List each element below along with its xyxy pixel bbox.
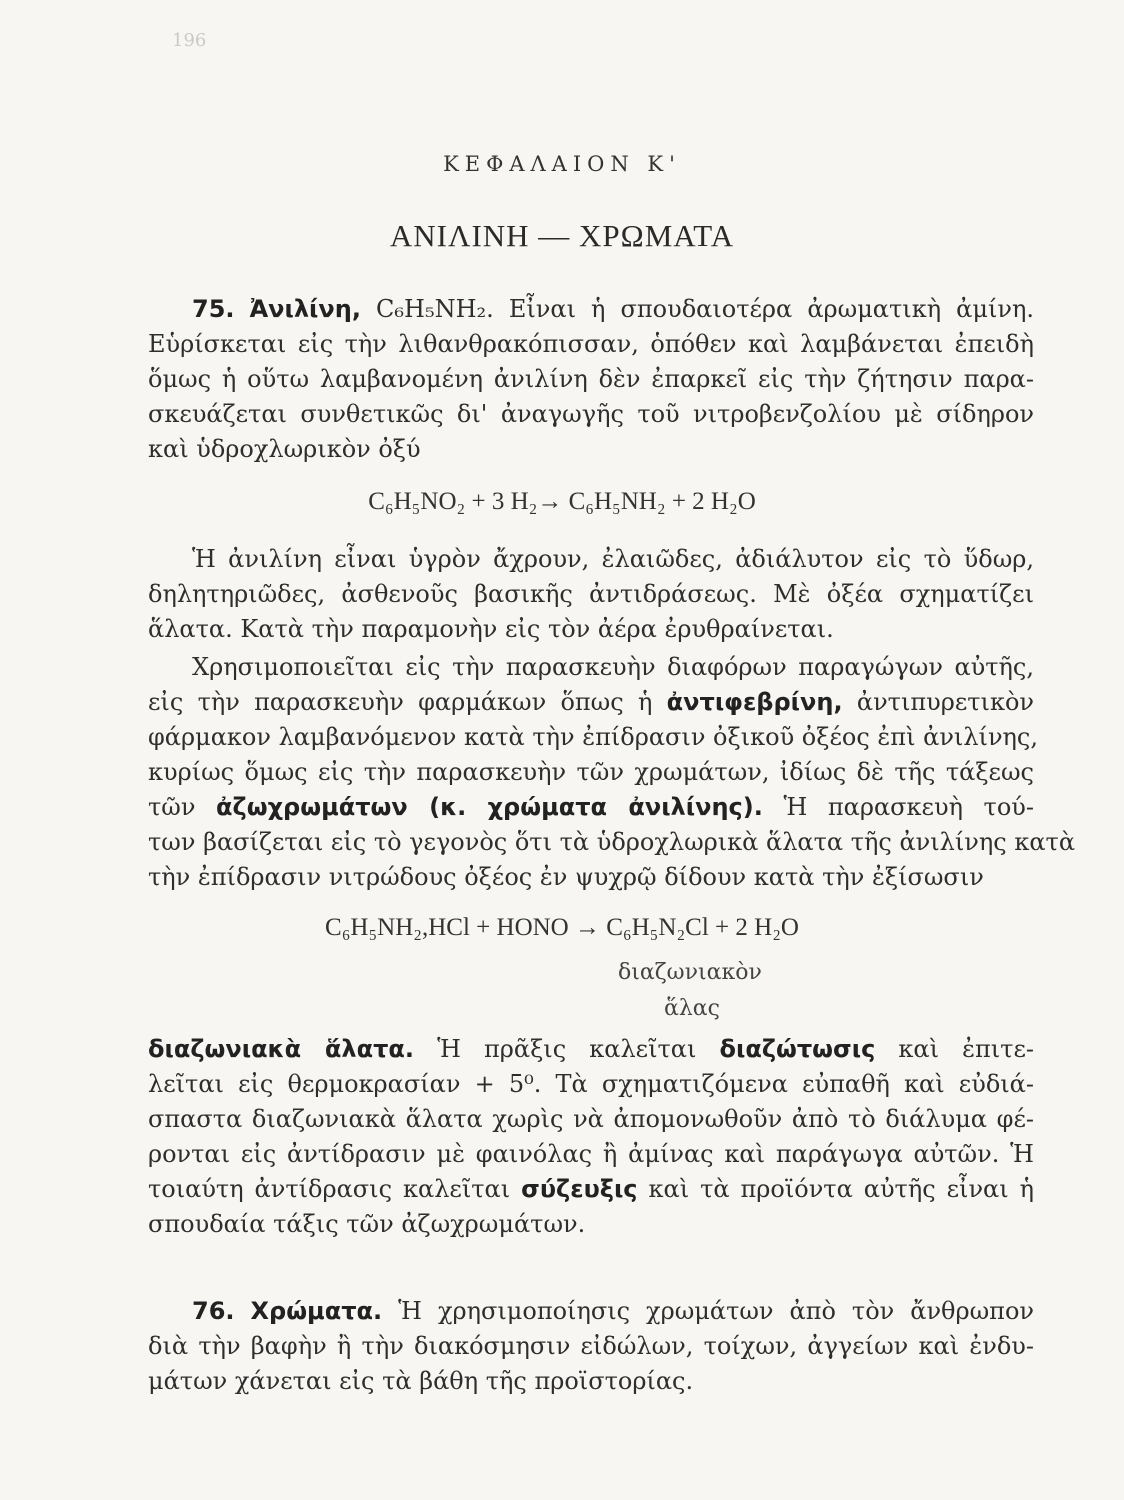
text-line: καὶ ὑδροχλωρικὸν ὀξύ bbox=[148, 435, 421, 463]
text-line bbox=[148, 1172, 1034, 1207]
equation-2-label-salt: ἅλας bbox=[664, 996, 720, 1021]
term-coupling: σύζευξις bbox=[521, 1175, 638, 1203]
text-line: σκευάζεται συνθετικῶς δι' ἀναγωγῆς τοῦ νιτροβενζολίου μὲ σίδηρον bbox=[148, 400, 1034, 428]
text-span: καὶ τὰ προϊόντα αὐτῆς εἶναι ἡ bbox=[648, 1175, 1034, 1203]
section-75-line-1 bbox=[148, 292, 1034, 327]
text-span: Ἡ χρησιμοποίησις χρωμάτων ἀπὸ τὸν ἄνθρωπον bbox=[398, 1297, 1034, 1325]
text-line: Εἶναι ἡ σπουδαιοτέρα ἀρωματικὴ ἀμίνη. bbox=[508, 295, 1034, 323]
text-line: διὰ τὴν βαφὴν ἢ τὴν διακόσμησιν εἰδώλων, τοίχων, ἀγγείων καὶ ἐνδυ- bbox=[148, 1332, 1034, 1360]
text-span: Ἡ παρασκευὴ τού- bbox=[783, 793, 1034, 821]
section-number: 76. bbox=[192, 1297, 235, 1325]
text-span: καὶ ἐπιτε- bbox=[898, 1035, 1034, 1063]
text-line: λεῖται εἰς θερμοκρασίαν + 5⁰. Τὰ σχηματιζόμενα εὐπαθῆ καὶ εὐδιά- bbox=[148, 1070, 1034, 1098]
text-span: Ἡ πρᾶξις καλεῖται bbox=[437, 1035, 697, 1063]
equation-1: C₆H₅NO₂ + 3 H₂→ C₆H₅NH₂ + 2 H₂O bbox=[368, 488, 756, 515]
text-line: φάρμακον λαμβανόμενον κατὰ τὴν ἐπίδρασιν ὀξικοῦ ὀξέος ἐπὶ ἀνιλίνης, bbox=[148, 723, 1038, 751]
text-line bbox=[148, 685, 1034, 720]
chapter-heading: ΚΕΦΑΛΑΙΟΝ Κ' bbox=[443, 152, 681, 176]
section-heading: Χρώματα. bbox=[250, 1297, 383, 1325]
paragraph-4 bbox=[148, 1032, 1034, 1242]
text-line bbox=[148, 1032, 1034, 1067]
section-75 bbox=[148, 292, 1034, 467]
chapter-title: ΑΝΙΛΙΝΗ — ΧΡΩΜΑΤΑ bbox=[389, 218, 735, 253]
text-span: εἰς τὴν παρασκευὴν φαρμάκων ὅπως ἡ bbox=[148, 688, 653, 716]
text-line: κυρίως ὅμως εἰς τὴν παρασκευὴν τῶν χρωμάτων, ἰδίως δὲ τῆς τάξεως bbox=[148, 758, 1034, 786]
text-line: Ἡ ἀνιλίνη εἶναι ὑγρὸν ἄχρουν, ἐλαιῶδες, ἀδιάλυτον εἰς τὸ ὕδωρ, bbox=[192, 545, 1034, 573]
text-line: σπαστα διαζωνιακὰ ἅλατα χωρὶς νὰ ἀπομονωθοῦν ἀπὸ τὸ διάλυμα φέ- bbox=[148, 1105, 1034, 1133]
text-line: ὅμως ἡ οὕτω λαμβανομένη ἀνιλίνη δὲν ἐπαρκεῖ εἰς τὴν ζήτησιν παρα- bbox=[148, 365, 1034, 393]
section-76 bbox=[148, 1294, 1034, 1399]
text-span: τοιαύτη ἀντίδρασις καλεῖται bbox=[148, 1175, 511, 1203]
text-line: δηλητηριῶδες, ἀσθενοῦς βασικῆς ἀντιδράσεως. Μὲ ὀξέα σχηματίζει bbox=[148, 580, 1034, 608]
text-line: ἅλατα. Κατὰ τὴν παραμονὴν εἰς τὸν ἀέρα ἐρυθραίνεται. bbox=[148, 615, 834, 643]
term-azo-dyes: ἀζωχρωμάτων (κ. χρώματα ἀνιλίνης). bbox=[216, 793, 763, 821]
paragraph-3 bbox=[148, 650, 1076, 895]
term-antifebrine: ἀντιφεβρίνη, bbox=[666, 688, 843, 716]
section-76-line-1 bbox=[148, 1294, 1034, 1329]
text-span: ἀντιπυρετικὸν bbox=[856, 688, 1034, 716]
text-span: τῶν bbox=[148, 793, 196, 821]
term-diazotization: διαζώτωσις bbox=[719, 1035, 876, 1063]
page-number: 196 bbox=[172, 30, 207, 51]
text-line: ρονται εἰς ἀντίδρασιν μὲ φαινόλας ἢ ἀμίνας καὶ παράγωγα αὐτῶν. Ἡ bbox=[148, 1140, 1034, 1168]
paragraph-2 bbox=[148, 542, 1034, 647]
formula: C₆H₅NH₂. bbox=[376, 295, 494, 323]
section-number: 75. bbox=[192, 295, 235, 323]
term-diazonium-salts: διαζωνιακὰ ἅλατα. bbox=[148, 1035, 414, 1063]
text-line: τὴν ἐπίδρασιν νιτρώδους ὀξέος ἐν ψυχρῷ δίδουν κατὰ τὴν ἐξίσωσιν bbox=[148, 863, 984, 891]
text-line: σπουδαία τάξις τῶν ἀζωχρωμάτων. bbox=[148, 1210, 586, 1238]
text-line: Εὑρίσκεται εἰς τὴν λιθανθρακόπισσαν, ὁπόθεν καὶ λαμβάνεται ἐπειδὴ bbox=[148, 330, 1034, 358]
equation-2-label-diazonium: διαζωνιακὸν bbox=[618, 960, 762, 985]
text-line bbox=[148, 790, 1034, 825]
text-line: μάτων χάνεται εἰς τὰ βάθη τῆς προϊστορίας. bbox=[148, 1367, 694, 1395]
equation-2: C₆H₅NH₂,HCl + HONO → C₆H₅N₂Cl + 2 H₂O bbox=[325, 914, 799, 941]
text-line: Χρησιμοποιεῖται εἰς τὴν παρασκευὴν διαφόρων παραγώγων αὐτῆς, bbox=[192, 653, 1034, 681]
text-line: των βασίζεται εἰς τὸ γεγονὸς ὅτι τὰ ὑδροχλωρικὰ ἅλατα τῆς ἀνιλίνης κατὰ bbox=[148, 828, 1076, 856]
section-heading: Ἀνιλίνη, bbox=[249, 295, 361, 323]
